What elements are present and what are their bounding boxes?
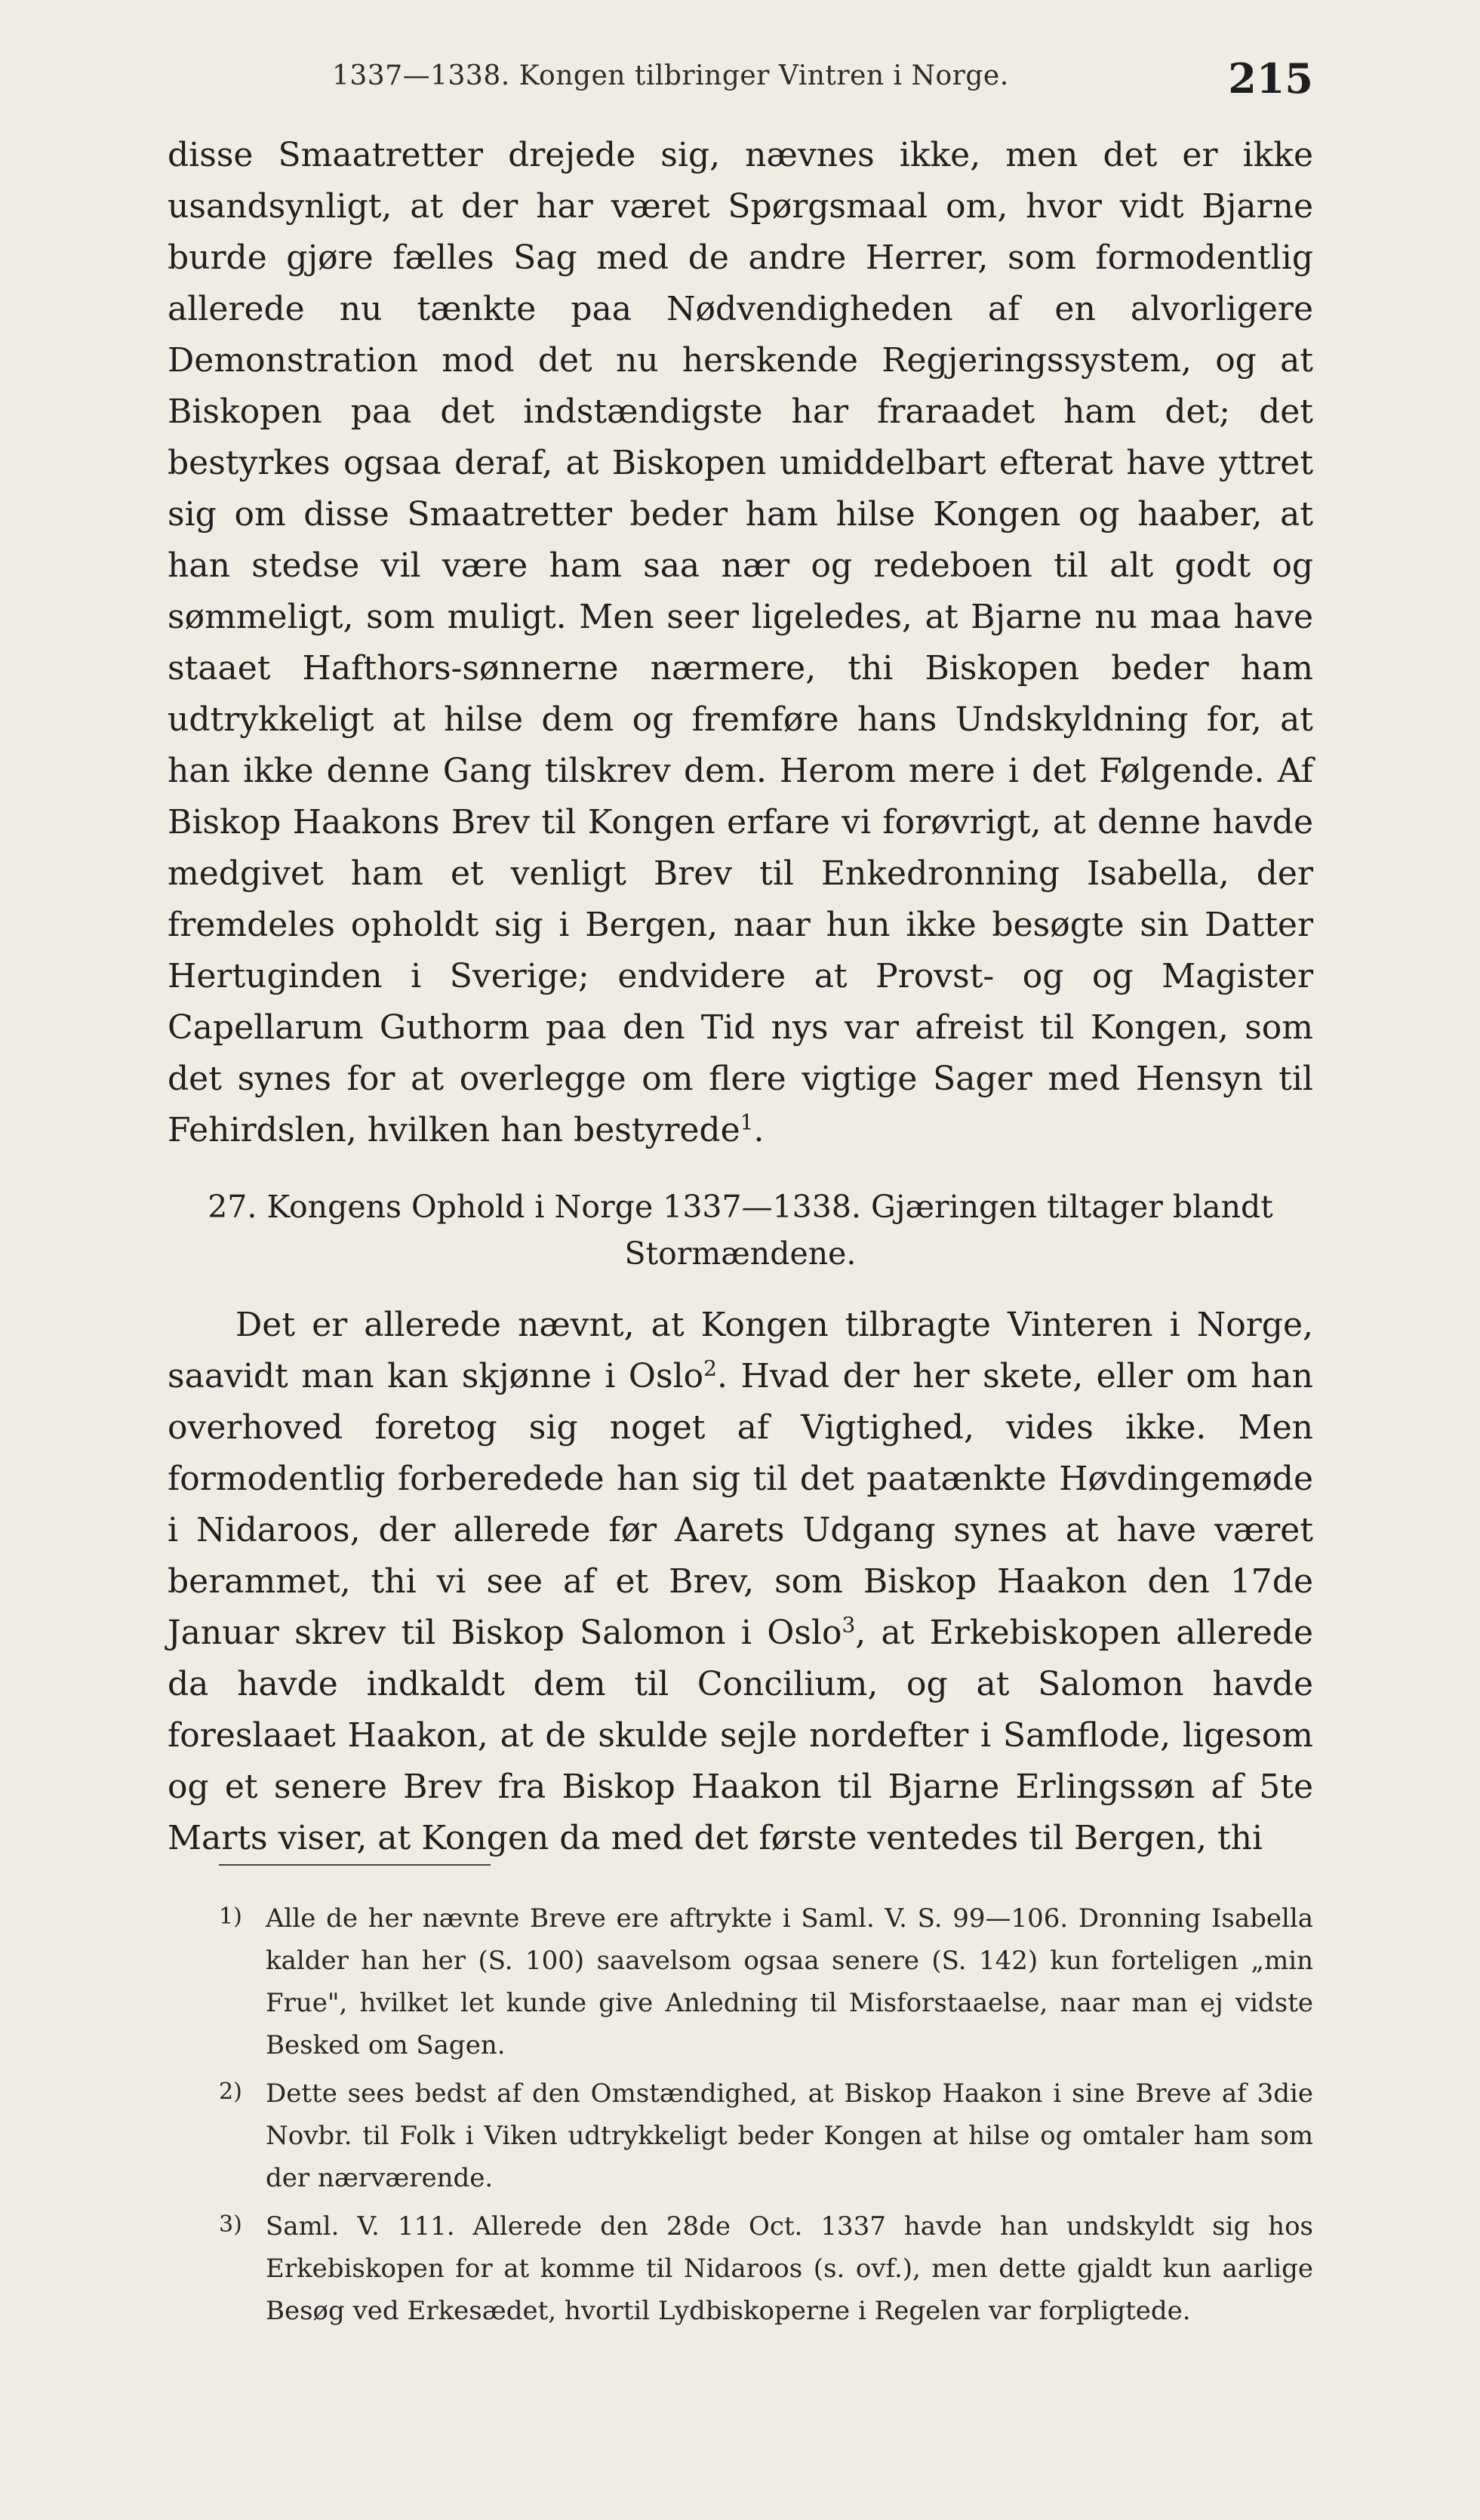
paragraph-1-text: disse Smaatretter drejede sig, nævnes ikke, men det er ikke usandsynligt, at der har været Spørgsmaal om, hvor vidt Bjarne burde gjøre fælles Sag med de andre Herrer, som formodentlig allerede nu tænkte paa Nødvendigheden af en alvorligere Demonstration mod det nu herskende Regjeringssystem, og at Biskopen paa det indstændigste har fraraadet ham det; det bestyrkes ogsaa deraf, at Biskopen umiddelbart efterat have yttret sig om disse Smaatretter beder ham hilse Kongen og haaber, at han stedse vil være ham saa nær og redeboen til alt godt og sømmeligt, som muligt. Men seer ligeledes, at Bjarne nu maa have staaet Hafthors-sønnerne nærmere, thi Biskopen beder ham udtrykkeligt at hilse dem og fremføre hans Undskyldning for, at han ikke denne Gang tilskrev dem. Herom mere i det Følgende. Af Biskop Haakons Brev til Kongen erfare vi forøvrigt, at denne havde medgivet ham et venligt Brev til Enkedronning Isabella, der fremdeles opholdt sig i Bergen, naar hun ikke besøgte sin Datter Hertuginden i Sverige; endvidere at Provst- og og Magister Capellarum Guthorm paa den Tid nys var afreist til Kongen, som det synes for at overlegge om flere vigtige Sager med Hensyn til Fehirdslen, hvilken han bestyrede	[168, 136, 1313, 1149]
paragraph-1-end: .	[753, 1111, 765, 1149]
paragraph-2	[168, 1300, 1313, 1864]
section-heading: 27. Kongens Ophold i Norge 1337—1338. Gjæringen tiltager blandt Stormændene.	[208, 1189, 1273, 1272]
paragraph-1	[168, 130, 1313, 1156]
footnote-ref-1: 1	[740, 1109, 754, 1135]
footnotes	[219, 1896, 1313, 2337]
footnote-ref-2: 2	[703, 1355, 717, 1381]
footnote-2-mark: 2)	[219, 2078, 242, 2105]
footnote-1	[219, 1896, 1313, 2066]
paragraph-2-text-c: , at Erkebiskopen allerede da havde indkaldt dem til Concilium, og at Salomon havde foreslaaet Haakon, at de skulde sejle nordefter i Samflode, ligesom og et senere Brev fra Biskop Haakon til Bjarne Erlingssøn af 5te Marts viser, at Kongen da med det første ventedes til Bergen, thi	[168, 1614, 1313, 1857]
footnote-ref-3: 3	[842, 1612, 856, 1638]
paragraph-2-text-b: . Hvad der her skete, eller om han overhoved foretog sig noget af Vigtighed, vides ikke. Men formodentlig forberedede han sig til det paatænkte Høvdingemøde i Nidaroos, der allerede før Aarets Udgang synes at have været berammet, thi vi see af et Brev, som Biskop Haakon den 17de Januar skrev til Biskop Salomon i Oslo	[168, 1357, 1314, 1652]
page-number: 215	[1228, 54, 1313, 103]
running-head: 1337—1338. Kongen tilbringer Vintren i Norge.	[332, 60, 1009, 91]
footnote-3	[219, 2204, 1313, 2332]
paragraph-2-text-a: Det er allerede nævnt, at Kongen tilbragte Vinteren i Norge, saavidt man kan skjønne i Oslo	[168, 1306, 1313, 1395]
footnote-3-mark: 3)	[219, 2211, 242, 2238]
body-text	[168, 130, 1313, 1864]
footnote-3-text: Saml. V. 111. Allerede den 28de Oct. 1337 havde han undskyldt sig hos Erkebiskopen for at komme til Nidaroos (s. ovf.), men dette gjaldt kun aarlige Besøg ved Erkesædet, hvortil Lydbiskoperne i Regelen var forpligtede.	[266, 2211, 1313, 2326]
footnote-1-mark: 1)	[219, 1903, 242, 1930]
footnote-2	[219, 2071, 1313, 2199]
footnote-divider	[219, 1864, 491, 1866]
footnote-1-text: Alle de her nævnte Breve ere aftrykte i Saml. V. S. 99—106. Dronning Isabella kalder han her (S. 100) saavelsom ogsaa senere (S. 142) kun forteligen „min Frue", hvilket let kunde give Anledning til Misforstaaelse, naar man ej vidste Besked om Sagen.	[266, 1903, 1313, 2060]
footnote-2-text: Dette sees bedst af den Omstændighed, at Biskop Haakon i sine Breve af 3die Novbr. til Folk i Viken udtrykkeligt beder Kongen at hilse og omtaler ham som der nærværende.	[266, 2078, 1313, 2193]
page-header	[166, 54, 1313, 115]
